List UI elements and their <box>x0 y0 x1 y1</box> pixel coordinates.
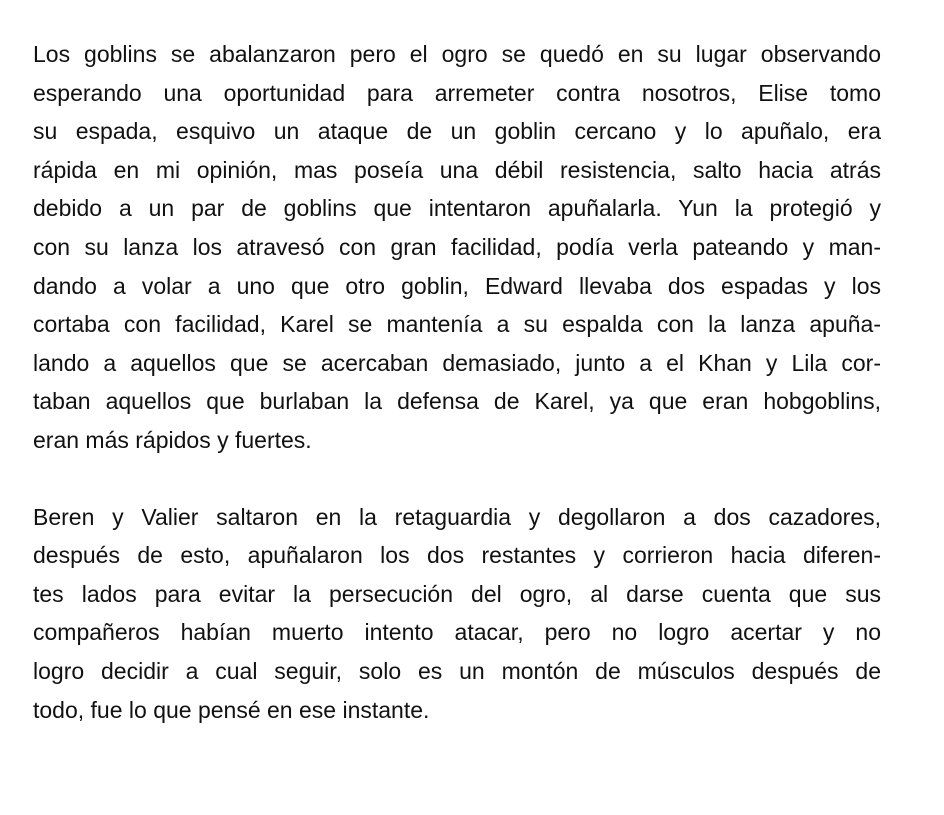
text-line: Beren y Valier saltaron en la retaguardia y degollaron a dos cazadores, <box>33 503 881 530</box>
document-body <box>33 35 881 729</box>
text-line: debido a un par de goblins que intentaron apuñalarla. Yun la protegió y <box>33 195 881 222</box>
text-line: todo, fue lo que pensé en ese instante. <box>33 696 430 723</box>
text-line: rápida en mi opinión, mas poseía una débil resistencia, salto hacia atrás <box>33 156 881 183</box>
text-line: dando a volar a uno que otro goblin, Edward llevaba dos espadas y los <box>33 272 881 299</box>
text-line: taban aquellos que burlaban la defensa de Karel, ya que eran hobgoblins, <box>33 388 881 415</box>
text-line: Los goblins se abalanzaron pero el ogro se quedó en su lugar observando <box>33 41 881 67</box>
text-line: eran más rápidos y fuertes. <box>33 426 312 453</box>
text-line: cortaba con facilidad, Karel se mantenía a su espalda con la lanza apuña- <box>33 311 881 338</box>
text-line: su espada, esquivo un ataque de un goblin cercano y lo apuñalo, era <box>33 118 881 145</box>
paragraph-2 <box>33 498 881 730</box>
text-line: esperando una oportunidad para arremeter contra nosotros, Elise tomo <box>33 79 881 106</box>
text-line: lando a aquellos que se acercaban demasiado, junto a el Khan y Lila cor- <box>33 349 881 376</box>
text-line: después de esto, apuñalaron los dos restantes y corrieron hacia diferen- <box>33 542 881 569</box>
text-line: logro decidir a cual seguir, solo es un montón de músculos después de <box>33 657 881 684</box>
text-line: con su lanza los atravesó con gran facilidad, podía verla pateando y man- <box>33 233 881 260</box>
text-line: tes lados para evitar la persecución del ogro, al darse cuenta que sus <box>33 580 881 607</box>
paragraph-1 <box>33 35 881 460</box>
text-line: compañeros habían muerto intento atacar, pero no logro acertar y no <box>33 619 881 646</box>
